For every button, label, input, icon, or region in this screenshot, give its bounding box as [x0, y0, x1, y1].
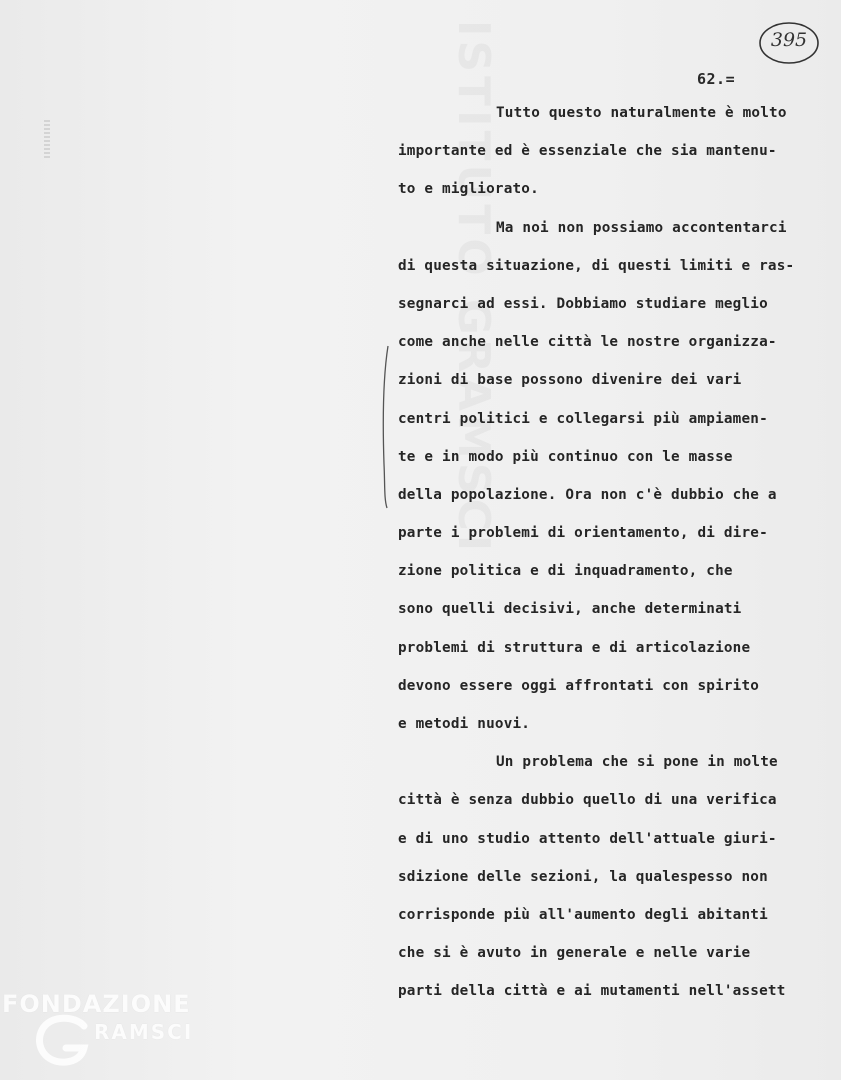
text-line: problemi di struttura e di articolazione: [398, 639, 751, 656]
text-line: come anche nelle città le nostre organizza-: [398, 334, 777, 351]
fondazione-gramsci-logo: [2, 990, 212, 1074]
typed-text-body: [398, 100, 838, 1017]
text-line: corrisponde più all'aumento degli abitanti: [398, 906, 768, 923]
text-line: centri politici e collegarsi più ampiamen-: [398, 410, 768, 427]
archive-page-number: [758, 20, 820, 66]
text-line: della popolazione. Ora non c'è dubbio che a: [398, 486, 777, 503]
text-line: Ma noi non possiamo accontentarci: [496, 219, 787, 236]
margin-bracket-mark: [380, 344, 392, 510]
text-line: to e migliorato.: [398, 181, 539, 198]
text-line: parte i problemi di orientamento, di dire-: [398, 525, 768, 542]
text-line: Un problema che si pone in molte: [496, 754, 778, 771]
text-line: e di uno studio attento dell'attuale giuri-: [398, 830, 777, 847]
typed-page-number: 62.=: [697, 70, 736, 88]
text-line: Tutto questo naturalmente è molto: [496, 105, 787, 121]
logo-text-line2: RAMSCI: [94, 1020, 194, 1044]
text-line: di questa situazione, di questi limiti e ras-: [398, 257, 795, 274]
text-line: zioni di base possono divenire dei vari: [398, 372, 742, 389]
text-line: segnarci ad essi. Dobbiamo studiare meglio: [398, 295, 768, 312]
paper-edge-mark: [44, 120, 50, 160]
text-line: te e in modo più continuo con le masse: [398, 448, 733, 465]
text-line: sdizione delle sezioni, la qualespesso non: [398, 868, 768, 885]
text-line: sono quelli decisivi, anche determinati: [398, 601, 742, 618]
text-line: parti della città e ai mutamenti nell'assett: [398, 983, 786, 1000]
text-line: zione politica e di inquadramento, che: [398, 563, 733, 580]
text-line: che si è avuto in generale e nelle varie: [398, 945, 751, 962]
text-line: e metodi nuovi.: [398, 716, 531, 732]
logo-text-line1: FONDAZIONE: [2, 990, 191, 1018]
text-line: città è senza dubbio quello di una verifica: [398, 792, 777, 809]
gramsci-g-logo-icon: [32, 1012, 94, 1068]
text-line: devono essere oggi affrontati con spirito: [398, 677, 760, 694]
text-line: importante ed è essenziale che sia mantenu-: [398, 143, 777, 160]
archive-page-number-text: 395: [770, 29, 808, 51]
